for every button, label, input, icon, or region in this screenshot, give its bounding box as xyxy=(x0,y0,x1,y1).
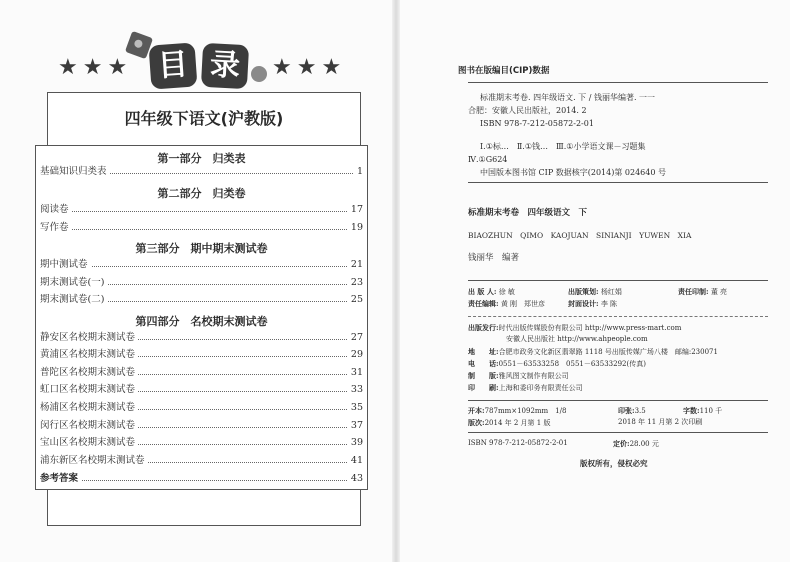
toc-entry[interactable] xyxy=(40,419,363,433)
credit-label: 出 版 人: xyxy=(468,287,497,296)
leader-dots xyxy=(40,211,363,212)
part-2-title: 第二部分 归类卷 xyxy=(157,187,246,200)
dist-address xyxy=(468,346,718,358)
toc-entry[interactable] xyxy=(40,331,363,345)
toc-entry[interactable] xyxy=(40,165,363,179)
spec-label: 定价: xyxy=(613,439,630,448)
toc-heading-char-1: 目 xyxy=(149,42,198,89)
toc-entry-page: 25 xyxy=(348,293,363,307)
spec-label: 字数: xyxy=(683,406,700,415)
credit-value: 李 陈 xyxy=(600,300,618,308)
toc-entry-label: 参考答案 xyxy=(40,472,81,486)
spec-label: 开本: xyxy=(468,406,485,415)
toc-entry[interactable] xyxy=(40,383,363,397)
toc-entry-answers[interactable] xyxy=(40,472,363,486)
distribution-rule xyxy=(468,316,768,317)
spec-value: 3.5 xyxy=(634,407,646,415)
credit-value: 黄 刚 郑世彦 xyxy=(500,300,546,308)
toc-entry-page: 17 xyxy=(348,203,363,217)
toc-entry[interactable] xyxy=(40,293,363,307)
toc-entry[interactable] xyxy=(40,436,363,450)
toc-entry-page: 43 xyxy=(348,472,363,486)
toc-entry-page: 29 xyxy=(348,348,363,362)
toc-entry-page: 31 xyxy=(348,366,363,380)
toc-entry-label: 杨浦区名校期末测试卷 xyxy=(40,401,138,415)
toc-entry-page: 41 xyxy=(348,454,363,468)
credit-print-supervisor xyxy=(678,286,727,298)
toc-entry-label: 基础知识归类表 xyxy=(40,165,110,179)
cip-line-1: 标准期末考卷. 四年级语文. 下 / 钱丽华编著. 一一 xyxy=(480,93,656,102)
spec-value: 28.00 元 xyxy=(629,440,659,448)
decorative-stars-left: ★★★ xyxy=(58,55,133,80)
spec-value: 2014 年 2 月第 1 版 xyxy=(484,419,551,427)
cip-header: 图书在版编目(CIP)数据 xyxy=(458,66,550,76)
book-title-pinyin: BIAOZHUN QIMO KAOJUAN SINIANJI YUWEN XIA xyxy=(468,231,692,240)
leader-dots xyxy=(40,480,363,481)
spec-value: 787mm×1092mm 1/8 xyxy=(484,407,567,415)
toc-entry-page: 37 xyxy=(348,419,363,433)
credit-label: 封面设计: xyxy=(568,299,599,308)
book-gutter xyxy=(392,0,400,562)
credit-value: 徐 敏 xyxy=(498,288,515,296)
toc-entry-label: 期中测试卷 xyxy=(40,258,91,272)
toc-entry-label: 宝山区名校期末测试卷 xyxy=(40,436,138,450)
decorative-stars-right: ★★★ xyxy=(272,55,347,80)
toc-entry-label: 浦东新区名校期末测试卷 xyxy=(40,454,148,468)
part-4-title: 第四部分 名校期末测试卷 xyxy=(135,315,268,328)
book-title-line: 标准期末考卷 四年级语文 下 xyxy=(468,208,588,218)
credit-cover-design xyxy=(568,298,617,310)
toc-entry[interactable] xyxy=(40,348,363,362)
toc-entry-page: 27 xyxy=(348,331,363,345)
dist-phone xyxy=(468,358,646,370)
toc-entry-label: 静安区名校期末测试卷 xyxy=(40,331,138,345)
dist-issuer-2: 安徽人民出版社 http://www.ahpeople.com xyxy=(506,335,648,343)
spec-words xyxy=(683,405,722,417)
toc-entry-label: 期末测试卷(一) xyxy=(40,276,107,290)
spec-label: 印张: xyxy=(618,406,635,415)
dist-value: 上海和委印务有限责任公司 xyxy=(498,384,583,392)
cip-bottom-rule xyxy=(468,182,768,183)
spec-sheets xyxy=(618,405,646,417)
cip-line-3: ISBN 978-7-212-05872-2-01 xyxy=(480,119,594,128)
toc-entry-page: 35 xyxy=(348,401,363,415)
toc-entry[interactable] xyxy=(40,258,363,272)
toc-entry[interactable] xyxy=(40,203,363,217)
spec-label: 版次: xyxy=(468,418,485,427)
toc-entry-page: 1 xyxy=(354,165,363,179)
cip-top-rule xyxy=(468,82,768,83)
spec-edition xyxy=(468,417,550,429)
ball-decoration-icon xyxy=(251,66,267,82)
credit-value: 杨红娟 xyxy=(600,288,622,296)
credit-label: 出版策划: xyxy=(568,287,599,296)
toc-entry[interactable] xyxy=(40,221,363,235)
credit-value: 董 亮 xyxy=(710,288,728,296)
spec-price xyxy=(613,438,659,450)
credit-label: 责任印制: xyxy=(678,287,709,296)
toc-entry[interactable] xyxy=(40,401,363,415)
copyright-notice: 版权所有，侵权必究 xyxy=(580,459,648,468)
dist-label: 出版发行: xyxy=(468,323,499,332)
credit-publisher xyxy=(468,286,515,298)
toc-entry-page: 19 xyxy=(348,221,363,235)
toc-entry-label: 黄浦区名校期末测试卷 xyxy=(40,348,138,362)
cip-line-6: 中国版本图书馆 CIP 数据核字(2014)第 024640 号 xyxy=(480,168,666,177)
dist-value: 时代出版传媒股份有限公司 http://www.press-mart.com xyxy=(498,324,682,332)
dist-printing xyxy=(468,382,583,394)
spec-format xyxy=(468,405,566,417)
dist-label: 制 版: xyxy=(468,371,499,380)
toc-entry-page: 21 xyxy=(348,258,363,272)
spec-value: 110 千 xyxy=(699,407,723,415)
book-title: 四年级下语文(沪教版) xyxy=(124,109,284,128)
dist-label: 地 址: xyxy=(468,347,499,356)
dist-value: 雅风图文制作有限公司 xyxy=(498,372,569,380)
credits-top-rule xyxy=(468,280,768,281)
toc-entry-label: 写作卷 xyxy=(40,221,72,235)
toc-entry[interactable] xyxy=(40,276,363,290)
spec-impression: 2018 年 11 月第 2 次印刷 xyxy=(618,418,703,426)
credit-planning xyxy=(568,286,622,298)
part-1-title: 第一部分 归类表 xyxy=(157,152,246,165)
dist-label: 印 刷: xyxy=(468,383,499,392)
dist-value: 合肥市政务文化新区翡翠路 1118 号出版传媒广场八楼 邮编:230071 xyxy=(498,348,718,356)
toc-entry-label: 普陀区名校期末测试卷 xyxy=(40,366,138,380)
toc-entry-label: 阅读卷 xyxy=(40,203,72,217)
dist-issuer xyxy=(468,322,681,334)
author-line: 钱丽华 编著 xyxy=(468,253,520,263)
cip-line-5: Ⅳ.①G624 xyxy=(468,155,508,164)
cip-line-2: 合肥：安徽人民出版社，2014. 2 xyxy=(468,106,587,115)
dist-value: 0551－63533258 0551－63533292(传真) xyxy=(498,360,646,368)
leader-dots xyxy=(40,229,363,230)
copyright-page xyxy=(400,0,790,562)
cip-line-4: Ⅰ.①标… Ⅱ.①钱… Ⅲ.①小学语文课－习题集 xyxy=(480,142,646,151)
credit-label: 责任编辑: xyxy=(468,299,499,308)
toc-entry[interactable] xyxy=(40,454,363,468)
toc-entry-page: 33 xyxy=(348,383,363,397)
toc-entry-label: 虹口区名校期末测试卷 xyxy=(40,383,138,397)
toc-entry-page: 23 xyxy=(348,276,363,290)
dist-label: 电 话: xyxy=(468,359,499,368)
part-3-title: 第三部分 期中期末测试卷 xyxy=(135,242,268,255)
credit-editor xyxy=(468,298,545,310)
toc-heading-char-2: 录 xyxy=(201,43,249,89)
toc-entry-page: 39 xyxy=(348,436,363,450)
isbn-rule xyxy=(468,432,768,433)
toc-entry-label: 闵行区名校期末测试卷 xyxy=(40,419,138,433)
dist-production xyxy=(468,370,569,382)
toc-entry-label: 期末测试卷(二) xyxy=(40,293,107,307)
spec-isbn: ISBN 978-7-212-05872-2-01 xyxy=(468,439,568,447)
specs-rule xyxy=(468,400,768,401)
toc-entry[interactable] xyxy=(40,366,363,380)
